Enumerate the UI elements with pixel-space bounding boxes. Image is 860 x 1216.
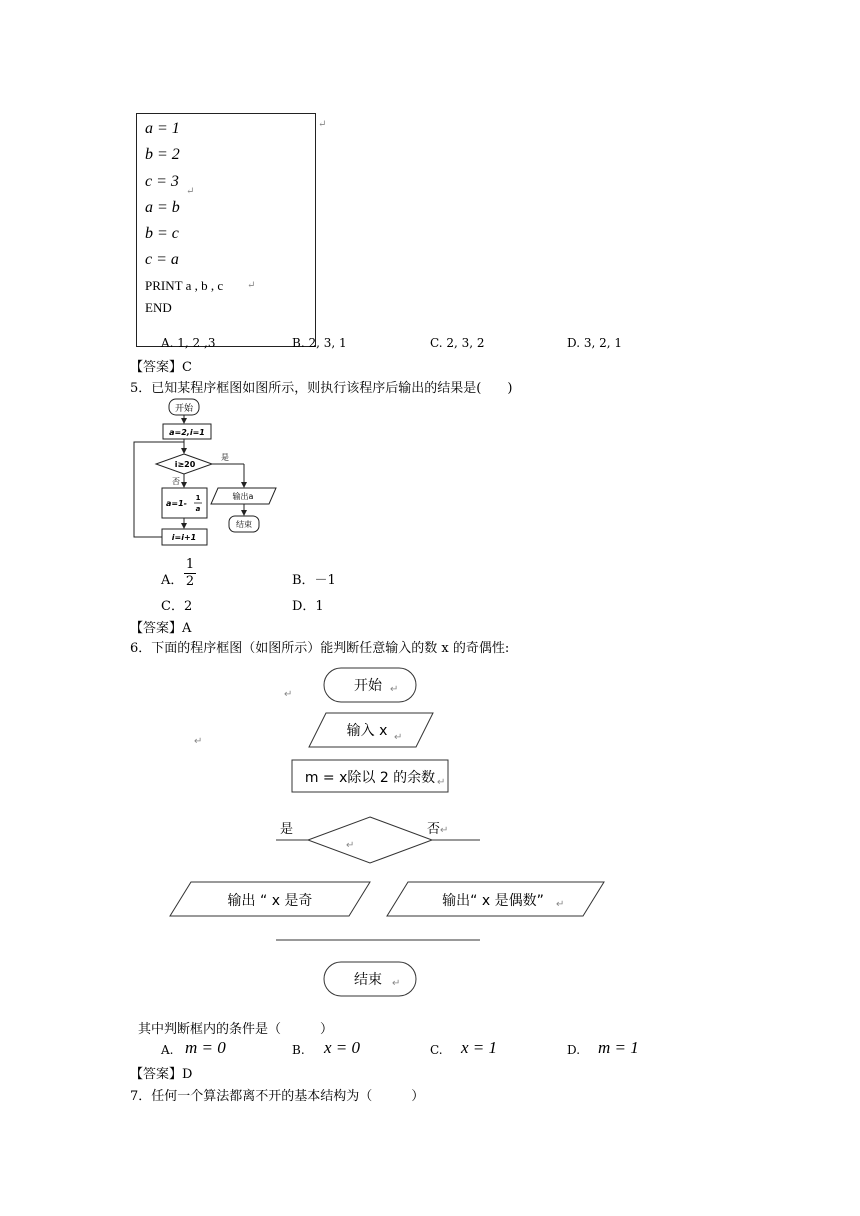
init-label: a=2,i=1 [169,428,205,437]
end-label: 结束 [236,520,252,529]
code-line-8: END [145,300,172,315]
q6-option-d: D. [567,1043,581,1057]
yes-label: 是 [280,822,294,837]
return-mark: ↵ [186,186,195,197]
return-mark: ↵ [437,777,446,788]
q6-option-d-expr: m = 1 [598,1038,639,1057]
frac-denominator: 2 [185,574,195,589]
q5-flowchart [128,396,288,556]
q5-option-c: C．2 [161,599,193,614]
q4-option-c: C. 2, 3, 2 [430,336,485,350]
q4-option-d: D. 3, 2, 1 [567,336,622,350]
q6-option-c-expr: x = 1 [461,1038,498,1057]
output-even-label: 输出“ x 是偶数” [442,893,544,909]
code-line-2: b = 2 [145,146,180,163]
q6-stem: 6．下面的程序框图（如图所示）能判断任意输入的数 x 的奇偶性: [130,641,510,656]
input-label: 输入 x [346,723,388,739]
return-mark: ↵ [390,684,399,695]
q5-option-d: D．1 [292,599,324,614]
start-label: 开始 [174,404,194,414]
q6-question: 其中判断框内的条件是（ ） [138,1022,334,1037]
code-line-7: PRINT a , b , c [145,278,224,293]
q4-option-b: B. 2, 3, 1 [292,336,347,350]
q4-answer: 【答案】C [130,360,192,375]
code-line-4: a = b [145,199,180,216]
q6-option-a-expr: m = 0 [185,1038,226,1057]
code-line-1: a = 1 [145,120,180,137]
return-mark: ↵ [440,825,449,836]
no-label: 否 [427,822,441,837]
frac-numerator: 1 [185,557,195,572]
return-mark: ↵ [194,736,203,747]
assign-label: a=1- [166,499,187,508]
q6-option-b-expr: x = 0 [324,1038,361,1057]
assign-label: m = x除以 2 的余数 [304,770,436,786]
frac-den: a [195,505,201,513]
frac-num: 1 [195,494,201,502]
code-line-6: c = a [145,251,179,268]
q6-option-c: C. [430,1043,443,1057]
return-mark: ↵ [556,899,565,910]
return-mark: ↵ [247,280,256,291]
start-label: 开始 [354,678,382,694]
output-odd-label: 输出 “ x 是奇 [227,893,313,909]
return-mark: ↵ [346,840,355,851]
q6-flowchart [160,660,620,1005]
return-mark: ↵ [318,119,327,130]
cond-label: i≥20 [174,460,196,469]
q4-option-a: A. 1, 2 ,3 [161,336,216,350]
q6-option-a: A. [161,1043,174,1057]
end-label: 结束 [354,972,382,988]
output-label: 输出a [232,492,254,501]
code-line-5: b = c [145,225,179,242]
return-mark: ↵ [394,732,403,743]
q7-stem: 7．任何一个算法都离不开的基本结构为（ ） [130,1089,425,1104]
code-box [136,113,316,347]
return-mark: ↵ [284,689,293,700]
no-label: 否 [172,477,180,486]
q5-answer: 【答案】A [130,621,192,636]
q6-option-b: B. [292,1043,305,1057]
incr-label: i=i+1 [171,533,197,542]
q5-option-a-fraction [184,558,196,589]
q6-answer: 【答案】D [130,1067,193,1082]
code-line-3: c = 3 [145,173,179,190]
q5-stem: 5．已知某程序框图如图所示，则执行该程序后输出的结果是( ) [130,381,513,396]
decision-diamond [308,817,432,863]
q5-option-a-label: A． [161,573,184,588]
q5-option-b: B．－1 [292,573,336,588]
return-mark: ↵ [392,978,401,989]
yes-label: 是 [221,453,229,462]
